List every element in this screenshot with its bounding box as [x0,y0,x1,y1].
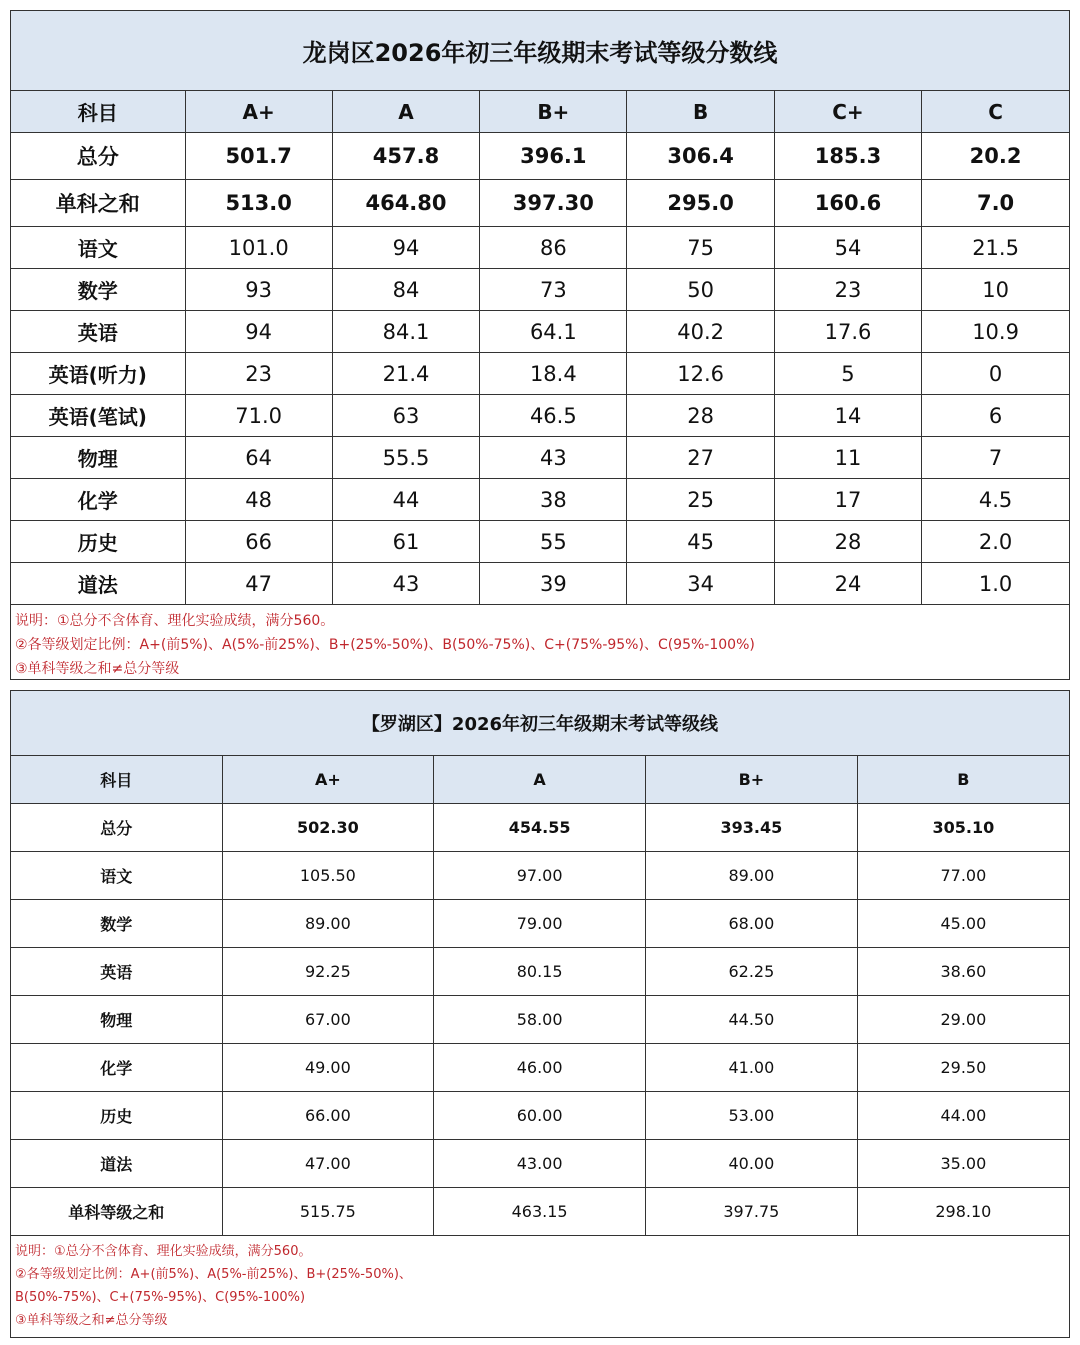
grade-column-header: B [627,91,774,133]
score-cell: 298.10 [857,1188,1069,1236]
score-cell: 160.6 [774,180,921,227]
grade-column-header: B+ [480,91,627,133]
subject-column-header: 科目 [11,91,185,133]
score-cell: 93 [185,269,332,311]
score-cell: 60.00 [434,1092,646,1140]
note-line: ②各等级划定比例：A+(前5%)、A(5%-前25%)、B+(25%-50%)、 [15,1267,412,1282]
score-cell: 38 [480,479,627,521]
score-cell: 464.80 [332,180,479,227]
score-cell: 501.7 [185,133,332,180]
note-line: 说明：①总分不含体育、理化实验成绩，满分560。 [15,1244,312,1259]
table-row [11,311,1069,353]
grade-column-header: B [857,756,1069,804]
score-cell: 23 [185,353,332,395]
grade-column-header: C+ [774,91,921,133]
score-cell: 7.0 [922,180,1069,227]
subject-cell: 语文 [11,227,185,269]
score-cell: 17.6 [774,311,921,353]
subject-cell: 总分 [11,133,185,180]
score-cell: 34 [627,563,774,605]
score-cell: 4.5 [922,479,1069,521]
subject-cell: 化学 [11,1044,222,1092]
table-row [11,852,1069,900]
table-row [11,563,1069,605]
subject-cell: 语文 [11,852,222,900]
table-header-row [11,91,1069,133]
score-cell: 64 [185,437,332,479]
score-cell: 397.75 [646,1188,858,1236]
subject-cell: 英语 [11,311,185,353]
grade-column-header: A [434,756,646,804]
subject-cell: 数学 [11,900,222,948]
table-row [11,521,1069,563]
score-cell: 77.00 [857,852,1069,900]
score-cell: 24 [774,563,921,605]
table-row [11,353,1069,395]
note-line: ③单科等级之和≠总分等级 [15,1313,168,1328]
score-cell: 39 [480,563,627,605]
score-cell: 2.0 [922,521,1069,563]
score-cell: 35.00 [857,1140,1069,1188]
score-cell: 23 [774,269,921,311]
grade-column-header: B+ [646,756,858,804]
score-cell: 55 [480,521,627,563]
score-cell: 457.8 [332,133,479,180]
score-cell: 40.2 [627,311,774,353]
score-cell: 306.4 [627,133,774,180]
score-cell: 43.00 [434,1140,646,1188]
subject-cell: 物理 [11,437,185,479]
score-cell: 84 [332,269,479,311]
score-cell: 29.50 [857,1044,1069,1092]
score-cell: 43 [332,563,479,605]
score-cell: 84.1 [332,311,479,353]
score-cell: 63 [332,395,479,437]
table-row [11,1044,1069,1092]
score-cell: 18.4 [480,353,627,395]
score-cell: 66 [185,521,332,563]
score-cell: 62.25 [646,948,858,996]
table-row [11,804,1069,852]
score-cell: 38.60 [857,948,1069,996]
grade-column-header: A+ [222,756,434,804]
score-cell: 54 [774,227,921,269]
subject-cell: 英语 [11,948,222,996]
table-row [11,227,1069,269]
table-row [11,1092,1069,1140]
score-cell: 12.6 [627,353,774,395]
score-cell: 21.5 [922,227,1069,269]
subject-column-header: 科目 [11,756,222,804]
score-cell: 48 [185,479,332,521]
score-cell: 61 [332,521,479,563]
score-cell: 46.00 [434,1044,646,1092]
score-cell: 49.00 [222,1044,434,1092]
table-row [11,1188,1069,1236]
score-cell: 28 [627,395,774,437]
score-cell: 10 [922,269,1069,311]
subject-cell: 英语(听力) [11,353,185,395]
score-cell: 97.00 [434,852,646,900]
table-row [11,1140,1069,1188]
luohu-notes [11,1236,1069,1336]
table-row [11,269,1069,311]
score-cell: 94 [185,311,332,353]
score-cell: 515.75 [222,1188,434,1236]
table-row [11,948,1069,996]
grade-column-header: A+ [185,91,332,133]
score-cell: 53.00 [646,1092,858,1140]
score-cell: 40.00 [646,1140,858,1188]
score-cell: 11 [774,437,921,479]
score-cell: 79.00 [434,900,646,948]
table-row [11,479,1069,521]
score-cell: 92.25 [222,948,434,996]
subject-cell: 单科之和 [11,180,185,227]
score-cell: 89.00 [646,852,858,900]
score-cell: 28 [774,521,921,563]
score-cell: 50 [627,269,774,311]
score-cell: 44 [332,479,479,521]
score-cell: 94 [332,227,479,269]
note-line: B(50%-75%)、C+(75%-95%)、C(95%-100%) [15,1290,306,1305]
score-cell: 68.00 [646,900,858,948]
luohu-table-title: 【罗湖区】2026年初三年级期末考试等级线 [11,691,1069,756]
score-cell: 295.0 [627,180,774,227]
score-cell: 47 [185,563,332,605]
subject-cell: 英语(笔试) [11,395,185,437]
subject-cell: 数学 [11,269,185,311]
score-cell: 305.10 [857,804,1069,852]
score-cell: 14 [774,395,921,437]
score-cell: 25 [627,479,774,521]
score-cell: 5 [774,353,921,395]
subject-cell: 历史 [11,521,185,563]
score-cell: 454.55 [434,804,646,852]
score-cell: 41.00 [646,1044,858,1092]
score-cell: 27 [627,437,774,479]
longgang-grade-table [11,91,1069,605]
score-cell: 7 [922,437,1069,479]
grade-column-header: C [922,91,1069,133]
score-cell: 463.15 [434,1188,646,1236]
subject-cell: 道法 [11,1140,222,1188]
table-row [11,180,1069,227]
table-row [11,996,1069,1044]
score-cell: 396.1 [480,133,627,180]
subject-cell: 总分 [11,804,222,852]
grade-column-header: A [332,91,479,133]
score-cell: 66.00 [222,1092,434,1140]
table-row [11,437,1069,479]
score-cell: 393.45 [646,804,858,852]
score-cell: 44.00 [857,1092,1069,1140]
note-line: ③单科等级之和≠总分等级 [15,661,180,677]
longgang-notes [11,605,1069,685]
table-row [11,133,1069,180]
longgang-table-title: 龙岗区2026年初三年级期末考试等级分数线 [11,11,1069,91]
subject-cell: 单科等级之和 [11,1188,222,1236]
score-cell: 89.00 [222,900,434,948]
note-line: ②各等级划定比例：A+(前5%)、A(5%-前25%)、B+(25%-50%)、B(50%-75%)、C+(75%-95%)、C(95%-100%) [15,637,755,653]
score-cell: 44.50 [646,996,858,1044]
score-cell: 71.0 [185,395,332,437]
score-cell: 101.0 [185,227,332,269]
score-cell: 45 [627,521,774,563]
note-line: 说明：①总分不含体育、理化实验成绩，满分560。 [15,613,335,629]
score-cell: 55.5 [332,437,479,479]
subject-cell: 历史 [11,1092,222,1140]
score-cell: 513.0 [185,180,332,227]
subject-cell: 化学 [11,479,185,521]
score-cell: 43 [480,437,627,479]
luohu-grade-table [11,756,1069,1236]
score-cell: 47.00 [222,1140,434,1188]
score-cell: 86 [480,227,627,269]
longgang-panel [10,10,1070,680]
score-cell: 67.00 [222,996,434,1044]
score-cell: 17 [774,479,921,521]
subject-cell: 道法 [11,563,185,605]
score-cell: 20.2 [922,133,1069,180]
score-cell: 397.30 [480,180,627,227]
score-cell: 0 [922,353,1069,395]
score-cell: 21.4 [332,353,479,395]
score-cell: 58.00 [434,996,646,1044]
luohu-panel [10,690,1070,1338]
score-cell: 80.15 [434,948,646,996]
subject-cell: 物理 [11,996,222,1044]
score-cell: 75 [627,227,774,269]
score-cell: 73 [480,269,627,311]
score-cell: 10.9 [922,311,1069,353]
score-cell: 46.5 [480,395,627,437]
score-cell: 6 [922,395,1069,437]
score-cell: 1.0 [922,563,1069,605]
table-row [11,395,1069,437]
score-cell: 105.50 [222,852,434,900]
table-header-row [11,756,1069,804]
table-row [11,900,1069,948]
score-cell: 64.1 [480,311,627,353]
score-cell: 29.00 [857,996,1069,1044]
score-cell: 502.30 [222,804,434,852]
score-cell: 45.00 [857,900,1069,948]
score-cell: 185.3 [774,133,921,180]
